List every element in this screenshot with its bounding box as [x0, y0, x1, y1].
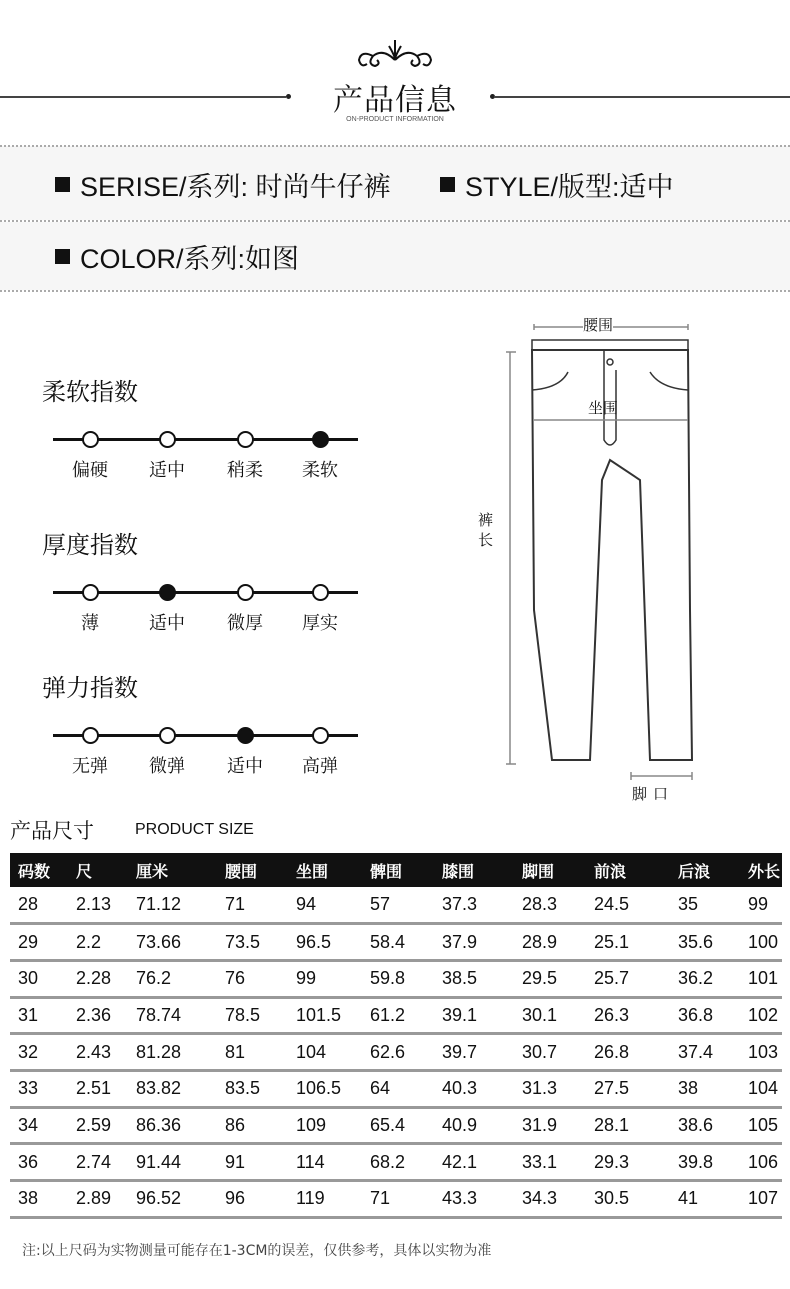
table-cell: 36.2	[670, 960, 740, 997]
column-header: 后浪	[670, 853, 740, 887]
scale-marker	[312, 727, 329, 744]
table-cell: 26.3	[586, 997, 670, 1034]
table-cell: 39.1	[434, 997, 514, 1034]
table-cell: 34	[10, 1107, 68, 1144]
table-cell: 28.1	[586, 1107, 670, 1144]
table-row	[10, 1144, 782, 1181]
table-cell: 39.7	[434, 1034, 514, 1071]
table-cell: 30.5	[586, 1181, 670, 1218]
bullet-icon	[55, 177, 70, 192]
table-row	[10, 887, 782, 924]
label-hip: 坐围	[588, 399, 619, 417]
column-header: 前浪	[586, 853, 670, 887]
table-row	[10, 960, 782, 997]
table-cell: 30.1	[514, 997, 586, 1034]
table-cell: 36	[10, 1144, 68, 1181]
table-cell: 68.2	[362, 1144, 434, 1181]
scale-label: 适中	[227, 756, 263, 777]
table-cell: 119	[288, 1181, 362, 1218]
scale-label: 微厚	[227, 613, 263, 634]
table-cell: 86	[217, 1107, 288, 1144]
info-style: STYLE/版型:适中	[465, 172, 674, 202]
table-cell: 101	[740, 960, 782, 997]
table-cell: 104	[288, 1034, 362, 1071]
table-cell: 65.4	[362, 1107, 434, 1144]
table-cell: 31	[10, 997, 68, 1034]
scale-marker	[159, 727, 176, 744]
table-cell: 31.9	[514, 1107, 586, 1144]
index-title: 柔软指数	[42, 378, 138, 406]
table-cell: 38.6	[670, 1107, 740, 1144]
table-cell: 2.36	[68, 997, 128, 1034]
table-cell: 27.5	[586, 1070, 670, 1107]
scale-marker	[82, 584, 99, 601]
table-cell: 28.9	[514, 924, 586, 961]
scale-marker	[312, 584, 329, 601]
table-cell: 2.59	[68, 1107, 128, 1144]
size-note: 注:以上尺码为实物测量可能存在1-3CM的误差，仅供参考，具体以实物为准	[22, 1243, 492, 1259]
section-title: 产品信息	[333, 83, 457, 118]
table-cell: 81.28	[128, 1034, 217, 1071]
table-cell: 86.36	[128, 1107, 217, 1144]
table-cell: 37.3	[434, 887, 514, 924]
table-cell: 29.5	[514, 960, 586, 997]
table-row	[10, 997, 782, 1034]
scale-marker	[237, 431, 254, 448]
column-header: 厘米	[128, 853, 217, 887]
table-cell: 35	[670, 887, 740, 924]
table-cell: 101.5	[288, 997, 362, 1034]
table-cell: 71	[362, 1181, 434, 1218]
scale-marker	[82, 727, 99, 744]
column-header: 码数	[10, 853, 68, 887]
table-cell: 34.3	[514, 1181, 586, 1218]
table-cell: 106.5	[288, 1070, 362, 1107]
table-cell: 42.1	[434, 1144, 514, 1181]
size-title: 产品尺寸	[10, 819, 94, 843]
table-cell: 103	[740, 1034, 782, 1071]
scale-label: 微弹	[149, 756, 185, 777]
scale-marker	[237, 584, 254, 601]
info-color: COLOR/系列:如图	[80, 244, 300, 274]
table-cell: 2.2	[68, 924, 128, 961]
table-cell: 30.7	[514, 1034, 586, 1071]
scale-label: 适中	[149, 613, 185, 634]
table-cell: 31.3	[514, 1070, 586, 1107]
scale-label: 厚实	[302, 613, 338, 634]
table-cell: 38	[10, 1181, 68, 1218]
column-header: 髀围	[362, 853, 434, 887]
table-cell: 24.5	[586, 887, 670, 924]
table-cell: 58.4	[362, 924, 434, 961]
bullet-icon	[440, 177, 455, 192]
table-cell: 83.5	[217, 1070, 288, 1107]
table-cell: 62.6	[362, 1034, 434, 1071]
table-cell: 61.2	[362, 997, 434, 1034]
column-header: 腰围	[217, 853, 288, 887]
size-table	[10, 853, 782, 1219]
table-cell: 37.9	[434, 924, 514, 961]
scale-marker-selected	[312, 431, 329, 448]
scale-label: 偏硬	[72, 460, 108, 481]
table-cell: 64	[362, 1070, 434, 1107]
index-title: 厚度指数	[42, 531, 138, 559]
pants-diagram	[470, 310, 700, 810]
table-cell: 2.28	[68, 960, 128, 997]
label-hem: 脚口	[632, 785, 675, 803]
table-cell: 33.1	[514, 1144, 586, 1181]
table-cell: 94	[288, 887, 362, 924]
table-cell: 102	[740, 997, 782, 1034]
table-cell: 109	[288, 1107, 362, 1144]
table-cell: 100	[740, 924, 782, 961]
table-cell: 96.5	[288, 924, 362, 961]
table-cell: 2.43	[68, 1034, 128, 1071]
table-cell: 2.51	[68, 1070, 128, 1107]
table-cell: 96.52	[128, 1181, 217, 1218]
table-cell: 91	[217, 1144, 288, 1181]
table-row	[10, 924, 782, 961]
scale-marker-selected	[237, 727, 254, 744]
column-header: 尺	[68, 853, 128, 887]
table-cell: 107	[740, 1181, 782, 1218]
column-header: 坐围	[288, 853, 362, 887]
table-cell: 59.8	[362, 960, 434, 997]
table-cell: 57	[362, 887, 434, 924]
scale-marker-selected	[159, 584, 176, 601]
section-subtitle: ON-PRODUCT INFORMATION	[346, 116, 444, 123]
table-cell: 76	[217, 960, 288, 997]
label-length: 裤长	[478, 510, 496, 550]
ornament-icon	[355, 38, 435, 72]
scale-label: 高弹	[302, 756, 338, 777]
table-cell: 106	[740, 1144, 782, 1181]
table-cell: 2.74	[68, 1144, 128, 1181]
table-cell: 26.8	[586, 1034, 670, 1071]
table-cell: 33	[10, 1070, 68, 1107]
table-cell: 2.13	[68, 887, 128, 924]
table-cell: 25.7	[586, 960, 670, 997]
scale-label: 无弹	[72, 756, 108, 777]
table-cell: 32	[10, 1034, 68, 1071]
table-cell: 78.74	[128, 997, 217, 1034]
scale-label: 薄	[81, 613, 99, 634]
table-cell: 99	[288, 960, 362, 997]
table-cell: 25.1	[586, 924, 670, 961]
scale-label: 柔软	[302, 460, 338, 481]
table-cell: 38.5	[434, 960, 514, 997]
table-cell: 28.3	[514, 887, 586, 924]
table-cell: 35.6	[670, 924, 740, 961]
table-row	[10, 1034, 782, 1071]
table-cell: 40.9	[434, 1107, 514, 1144]
table-cell: 78.5	[217, 997, 288, 1034]
table-cell: 81	[217, 1034, 288, 1071]
bullet-icon	[55, 249, 70, 264]
table-cell: 99	[740, 887, 782, 924]
table-cell: 29	[10, 924, 68, 961]
table-cell: 96	[217, 1181, 288, 1218]
label-waist: 腰围	[583, 316, 614, 334]
table-cell: 71.12	[128, 887, 217, 924]
table-row	[10, 1181, 782, 1218]
table-row	[10, 1070, 782, 1107]
table-cell: 83.82	[128, 1070, 217, 1107]
table-cell: 41	[670, 1181, 740, 1218]
column-header: 脚围	[514, 853, 586, 887]
scale-marker	[82, 431, 99, 448]
size-title-en: PRODUCT SIZE	[135, 821, 254, 838]
table-cell: 105	[740, 1107, 782, 1144]
column-header: 膝围	[434, 853, 514, 887]
table-cell: 37.4	[670, 1034, 740, 1071]
table-cell: 36.8	[670, 997, 740, 1034]
table-cell: 40.3	[434, 1070, 514, 1107]
table-row	[10, 1107, 782, 1144]
table-cell: 38	[670, 1070, 740, 1107]
column-header: 外长	[740, 853, 782, 887]
table-cell: 73.66	[128, 924, 217, 961]
table-cell: 43.3	[434, 1181, 514, 1218]
index-title: 弹力指数	[42, 674, 138, 702]
info-series: SERISE/系列: 时尚牛仔裤	[80, 172, 391, 202]
table-cell: 29.3	[586, 1144, 670, 1181]
table-cell: 30	[10, 960, 68, 997]
table-cell: 91.44	[128, 1144, 217, 1181]
scale-label: 稍柔	[227, 460, 263, 481]
table-cell: 104	[740, 1070, 782, 1107]
table-cell: 73.5	[217, 924, 288, 961]
table-cell: 2.89	[68, 1181, 128, 1218]
scale-marker	[159, 431, 176, 448]
scale-label: 适中	[149, 460, 185, 481]
table-cell: 76.2	[128, 960, 217, 997]
table-cell: 39.8	[670, 1144, 740, 1181]
table-cell: 28	[10, 887, 68, 924]
table-cell: 114	[288, 1144, 362, 1181]
table-cell: 71	[217, 887, 288, 924]
